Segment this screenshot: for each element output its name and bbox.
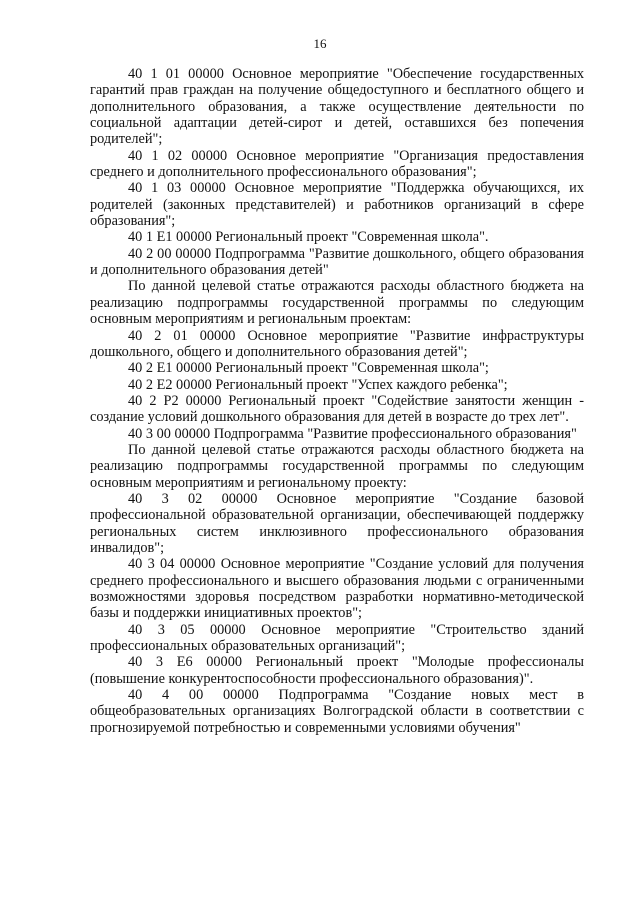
paragraph-40-2-e1: 40 2 E1 00000 Региональный проект "Современная школа"; bbox=[128, 360, 489, 377]
paragraph-subprogram-3-intro: По данной целевой статье отражаются расходы областного бюджета на реализацию подпрограммы государственной программы по следующим основным мероприятиям и региональному проекту: bbox=[90, 441, 584, 491]
paragraph-40-3-e6: 40 3 E6 00000 Региональный проект "Молодые профессионалы (повышение конкурентоспособности профессионального образования)". bbox=[90, 654, 584, 687]
paragraph-40-1-01: 40 1 01 00000 Основное мероприятие "Обеспечение государственных гарантий прав граждан на получение общедоступного и бесплатного общего и дополнительного образования, а также осуществление деятельности по социальной адаптации детей-сирот и детей, оставшихся без попечения родителей"; bbox=[90, 66, 584, 148]
paragraph-40-3-04: 40 3 04 00000 Основное мероприятие "Создание условий для получения среднего профессионального и высшего образования людьми с ограниченными возможностями здоровья посредством разработки нормативно-методической базы и поддержки инициативных проектов"; bbox=[90, 556, 584, 622]
paragraph-40-2-e2: 40 2 E2 00000 Региональный проект "Успех каждого ребенка"; bbox=[128, 376, 508, 393]
paragraph-40-2-p2: 40 2 P2 00000 Региональный проект "Содействие занятости женщин - создание условий дошкольного образования для детей в возрасте до трех лет". bbox=[90, 392, 584, 426]
document-body bbox=[90, 66, 584, 736]
paragraph-subprogram-2-intro: По данной целевой статье отражаются расходы областного бюджета на реализацию подпрограммы государственной программы по следующим основным мероприятиям и региональным проектам: bbox=[90, 278, 584, 328]
paragraph-40-3-00: 40 3 00 00000 Подпрограмма "Развитие профессионального образования" bbox=[128, 425, 577, 442]
paragraph-40-2-00: 40 2 00 00000 Подпрограмма "Развитие дошкольного, общего образования и дополнительного образования детей" bbox=[90, 245, 584, 279]
paragraph-40-2-01: 40 2 01 00000 Основное мероприятие "Развитие инфраструктуры дошкольного, общего и дополнительного образования детей"; bbox=[90, 327, 584, 360]
paragraph-40-1-02: 40 1 02 00000 Основное мероприятие "Организация предоставления среднего и дополнительного профессионального образования"; bbox=[90, 147, 584, 181]
paragraph-40-3-05: 40 3 05 00000 Основное мероприятие "Строительство зданий профессиональных образовательных организаций"; bbox=[90, 621, 584, 655]
paragraph-40-4-00: 40 4 00 00000 Подпрограмма "Создание новых мест в общеобразовательных организациях Волгоградской области в соответствии с прогнозируемой потребностью и современными условиями обучения" bbox=[90, 687, 584, 736]
paragraph-40-3-02: 40 3 02 00000 Основное мероприятие "Создание базовой профессиональной образовательной организации, обеспечивающей поддержку региональных систем инклюзивного профессионального образования инвалидов"; bbox=[90, 490, 584, 556]
page-number: 16 bbox=[313, 36, 327, 51]
paragraph-40-1-03: 40 1 03 00000 Основное мероприятие "Поддержка обучающихся, их родителей (законных представителей) и работников организаций в сфере образования"; bbox=[90, 180, 584, 230]
paragraph-40-1-e1: 40 1 E1 00000 Региональный проект "Современная школа". bbox=[128, 229, 489, 246]
